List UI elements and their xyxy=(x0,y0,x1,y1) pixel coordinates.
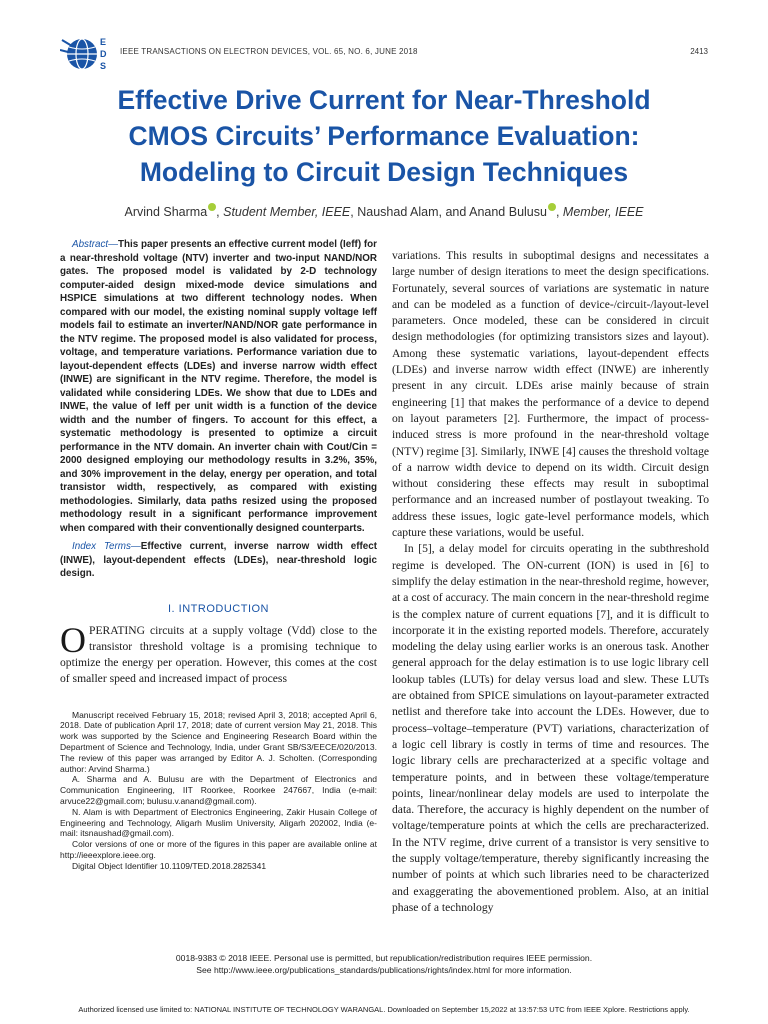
copyright-link[interactable]: See http://www.ieee.org/publications_standards/publications/rights/index.html for more information. xyxy=(196,965,572,975)
footnote: Manuscript received February 15, 2018; revised April 3, 2018; accepted April 6, 2018. Date of publication April 17, 2018; date of current version May 21, 2018. This work was supported by the Science and Engineering Research Board within the Department of Science and Technology, India, under Grant SB/S3/EECE/020/2013. The review of this paper was arranged by Editor A. J. Scholten. (Corresponding author: Arvind Sharma.) xyxy=(60,709,377,774)
drop-cap: O xyxy=(60,619,86,660)
right-column xyxy=(392,248,709,916)
abstract xyxy=(60,238,377,535)
intro-paragraph xyxy=(60,619,377,688)
svg-text:E: E xyxy=(100,37,107,47)
eds-logo-icon xyxy=(60,32,116,74)
page-header xyxy=(60,37,708,71)
left-column xyxy=(60,238,377,872)
author-list: Arvind Sharma , Student Member, IEEE, Naushad Alam, and Anand Bulusu , Member, IEEE xyxy=(124,205,644,219)
license-footer: Authorized licensed use limited to: NATIONAL INSTITUTE OF TECHNOLOGY WARANGAL. Downloaded on September 15,2022 at 13:57:53 UTC from IEEE Xplore. Restrictions apply. xyxy=(78,1005,690,1014)
index-terms-heading: Index Terms— xyxy=(72,541,141,552)
footnote-doi: Digital Object Identifier 10.1109/TED.2018.2825341 xyxy=(72,860,267,871)
section-heading: I. INTRODUCTION xyxy=(168,602,269,615)
author-name: Arvind Sharma xyxy=(124,205,208,219)
body-paragraph: variations. This results in suboptimal designs and necessitates a large number of design iterations to meet the design specifications. Fortunately, several sources of variations are systematic in nature and can be modeled as a function of device-/circuit-/layout-level parameters. Once modeled, these can be considered in circuit design methodologies (for optimizing transistors sizes and layout). Among these systematic variations, layout-dependent effects (LDEs) and inverse narrow width effect (INWE) are inherently present in any circuit. LDEs arise mainly because of strain engineering [1] that makes the performance of a device to depend on layout parameters [2]. Furthermore, the impact of process-induced stress is more profound in the near-threshold voltage (NTV) regime [3]. Similarly, INWE [4] causes the threshold voltage of a narrow width device to depend on its width. Circuit design without considering these effects may result in suboptimal performance and an increased number of postlayout tweaking. To address these issues, logic gate-level performance models, which capture these variations, would be useful. xyxy=(392,249,710,540)
author-role: Member, IEEE xyxy=(562,205,644,219)
title-line: Effective Drive Current for Near-Threshold xyxy=(117,85,651,115)
abstract-text: This paper presents an effective current model (Ieff) for a near-threshold voltage (NTV) inverter and two-input NAND/NOR gates. The proposed model is validated by 2-D technology computer-aided design mixed-mode device simulations and HSPICE simulations at two different technology nodes. When compared with our model, the existing nominal supply voltage Ieff models fail to estimate an inverter/NAND/NOR gate performance in the NTV regime. The proposed model is also validated for process, voltage, and temperature variations. Performance variation due to layout-dependent effects (LDEs) and inverse narrow width effect (INWE) are significant in the NTV regime. Therefore, the model is validated while considering LDEs. We show that due to LDEs and INWE, the value of Ieff per unit width is a function of the device width and the number of fingers. To account for this effect, a systematic methodology is presented to optimize a circuit performance in the NTV domain. An inverter chain with Cout/Cin = 2000 designed employing our methodology results in 3.2%, 35%, and 30% improvement in the delay, energy per operation, and total transistor width, respectively, as compared with existing methodologies. Similarly, data paths resized using the proposed methodology result in a significant performance improvement when compared with their conventionally designed counterparts. xyxy=(60,239,377,534)
svg-text:D: D xyxy=(100,49,107,59)
author-role: Student Member, IEEE xyxy=(223,205,351,219)
orcid-icon[interactable] xyxy=(208,203,216,211)
footnote: A. Sharma and A. Bulusu are with the Department of Electronics and Communication Engineering, IIT Roorkee, Roorkee 247667, India (e-mail: arvuce22@gmail.com; bulusu.v.anand@gmail.com). xyxy=(60,774,377,807)
footnotes xyxy=(60,710,377,872)
page-number: 2413 xyxy=(690,47,708,56)
intro-text: PERATING circuits at a supply voltage (Vdd) close to the transistor threshold voltage is a promising technique to optimize the energy per operation. However, this comes at the cost of smaller speed and increased impact of process xyxy=(60,623,377,686)
svg-text:S: S xyxy=(100,61,107,71)
copyright-notice xyxy=(60,952,708,976)
body-paragraph: In [5], a delay model for circuits operating in the subthreshold regime is developed. The ON-current (ION) is used in [6] to simplify the delay estimation in the near-threshold regime, however, at a cost of accuracy. The main concern in the near-threshold regime is the complex nature of current equations [7], and it is difficult to incorporate it in the existing reported models. Therefore, accurately modeling the delay using earlier works is an onerous task. Another general approach for the delay estimation is to use logic library cell lookup tables (LUTs) for delay versus load and slew. These LUTs are obtained from SPICE simulations on layout-parameter extracted netlist and therefore take into account the LDEs. However, due to process–voltage–temperature (PVT) variations, characterization of a logic cell library is costly in terms of time and resources. The logic library cells are precharacterized at a specific voltage and temperature points, and in between these voltage/temperature points, linear/nonlinear delay models are used to interpolate the data. Therefore, the accuracy is highly dependent on the number of voltage/temperature points at which the cells are precharacterized. In the NTV regime, drive current of a transistor is very sensitive to the supply voltage/temperature, thereby significantly increasing the number of points at which such libraries need to be characterized and exaggerating the abovementioned problem. Also, at an initial phase of a technology xyxy=(392,542,709,914)
copyright-line: 0018-9383 © 2018 IEEE. Personal use is permitted, but republication/redistribution requires IEEE permission. xyxy=(175,953,593,963)
title-line: CMOS Circuits’ Performance Evaluation: xyxy=(128,121,640,151)
index-terms-text: Effective current, inverse narrow width effect (INWE), layout-dependent effects (LDEs), near-threshold logic design. xyxy=(60,541,377,579)
title-line: Modeling to Circuit Design Techniques xyxy=(139,157,629,187)
paper-title xyxy=(60,82,708,190)
footnote: N. Alam is with Department of Electronics Engineering, Zakir Husain College of Engineering and Technology, Aligarh Muslim University, Aligarh 202002, India (e-mail: itsnaushad@gmail.com). xyxy=(60,806,377,839)
abstract-heading: Abstract— xyxy=(72,239,118,250)
orcid-icon[interactable] xyxy=(548,203,556,211)
journal-name: IEEE TRANSACTIONS ON ELECTRON DEVICES, VOL. 65, NO. 6, JUNE 2018 xyxy=(120,47,418,56)
author-name: Naushad Alam, and Anand Bulusu xyxy=(357,205,547,219)
index-terms xyxy=(60,540,377,581)
footnote: Color versions of one or more of the figures in this paper are available online at http://ieeexplore.ieee.org. xyxy=(60,839,377,861)
